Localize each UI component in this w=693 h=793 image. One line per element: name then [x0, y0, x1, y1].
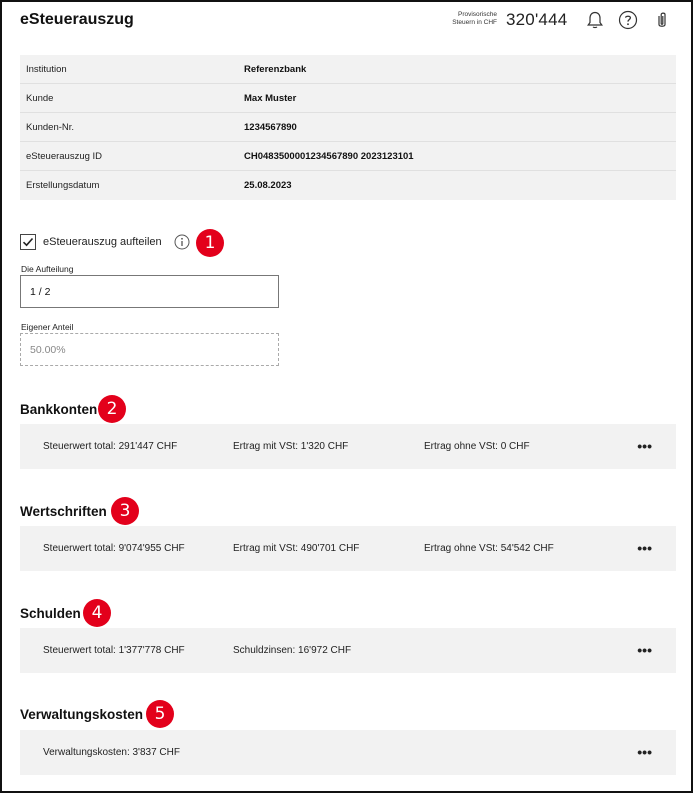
info-row [20, 55, 676, 84]
callout-badge: 5 [146, 700, 174, 728]
share-label: Eigener Anteil [21, 322, 74, 332]
bank-ertrag-ohne-vst: Ertrag ohne VSt: 0 CHF [424, 441, 530, 452]
bank-steuerwert: Steuerwert total: 291'447 CHF [43, 441, 178, 452]
schulden-steuerwert: Steuerwert total: 1'377'778 CHF [43, 645, 185, 656]
info-table [20, 55, 676, 200]
section-title-bankkonten: Bankkonten [20, 402, 98, 417]
more-menu-button[interactable]: ••• [637, 744, 652, 760]
tax-value: 320'444 [506, 10, 568, 29]
split-checkbox[interactable] [20, 234, 36, 250]
info-icon[interactable] [174, 234, 190, 250]
division-label: Die Aufteilung [21, 264, 74, 274]
split-checkbox-label[interactable]: eSteuerauszug aufteilen [43, 236, 162, 248]
bank-ertrag-mit-vst: Ertrag mit VSt: 1'320 CHF [233, 441, 349, 452]
info-value: Max Muster [244, 92, 297, 104]
panel-schulden [20, 628, 676, 673]
callout-badge: 2 [98, 395, 126, 423]
info-row [20, 113, 676, 142]
info-value: 25.08.2023 [244, 180, 292, 191]
info-row [20, 84, 676, 113]
info-key: Erstellungsdatum [26, 180, 100, 191]
callout-badge: 3 [111, 497, 139, 525]
info-key: Kunden-Nr. [26, 121, 75, 133]
info-key: Kunde [26, 92, 54, 104]
schulden-zinsen: Schuldzinsen: 16'972 CHF [233, 645, 352, 656]
wert-steuerwert: Steuerwert total: 9'074'955 CHF [43, 543, 185, 554]
split-row [20, 232, 190, 252]
page-title: eSteuerauszug [20, 11, 134, 28]
division-input[interactable]: 1 / 2 [20, 275, 279, 308]
checkmark-icon [22, 236, 34, 248]
info-row [20, 171, 676, 200]
info-key: Institution [26, 63, 67, 75]
tax-label-line2: Steuern in CHF [452, 19, 497, 26]
tax-label-line1: Provisorische [457, 11, 497, 18]
paperclip-icon[interactable] [652, 10, 672, 30]
more-menu-button[interactable]: ••• [637, 438, 652, 454]
info-key: eSteuerauszug ID [26, 150, 103, 162]
more-menu-button[interactable]: ••• [637, 540, 652, 556]
info-value: CH0483500001234567890 2023123101 [244, 150, 414, 162]
info-value: 1234567890 [244, 121, 297, 133]
callout-badge: 1 [196, 229, 224, 257]
section-title-schulden: Schulden [20, 606, 81, 621]
share-input: 50.00% [20, 333, 279, 366]
panel-bankkonten [20, 424, 676, 469]
callout-badge: 4 [83, 599, 111, 627]
header-bar [20, 10, 673, 32]
tax-label [449, 11, 497, 27]
info-value: Referenzbank [244, 63, 307, 75]
more-menu-button[interactable]: ••• [637, 642, 652, 658]
verwaltungskosten-value: Verwaltungskosten: 3'837 CHF [43, 747, 180, 758]
wert-ertrag-ohne-vst: Ertrag ohne VSt: 54'542 CHF [424, 543, 554, 554]
bell-icon[interactable] [585, 10, 605, 30]
panel-verwaltungskosten [20, 730, 676, 775]
info-row [20, 142, 676, 171]
wert-ertrag-mit-vst: Ertrag mit VSt: 490'701 CHF [233, 543, 360, 554]
section-title-verwaltungskosten: Verwaltungskosten [20, 707, 144, 722]
help-icon[interactable] [618, 10, 638, 30]
panel-wertschriften [20, 526, 676, 571]
section-title-wertschriften: Wertschriften [20, 504, 107, 519]
